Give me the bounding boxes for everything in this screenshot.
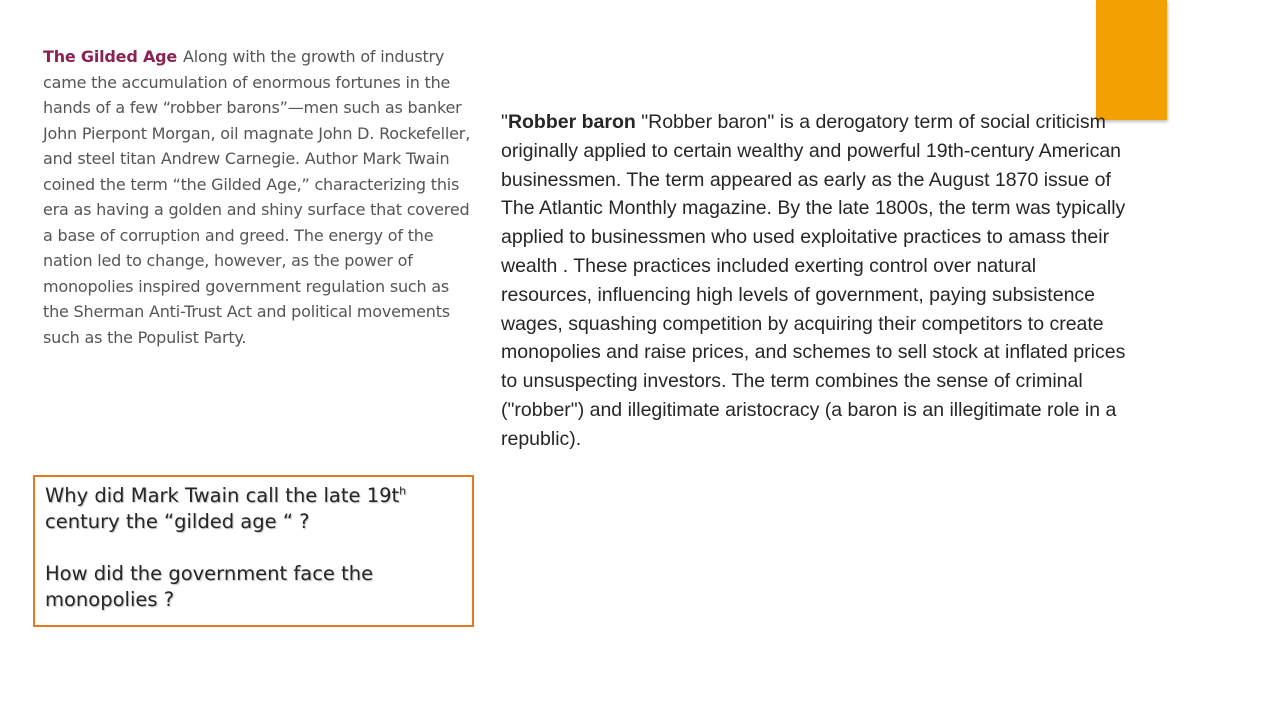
question-box [33, 475, 474, 627]
question-1 [45, 483, 466, 535]
gilded-age-paragraph [43, 44, 473, 350]
gilded-age-heading: The Gilded Age [43, 47, 178, 66]
question-1-superscript: h [399, 484, 407, 498]
accent-bar [1096, 0, 1167, 120]
robber-baron-paragraph [501, 108, 1126, 454]
gilded-age-body: Along with the growth of industry came the accumulation of enormous fortunes in the hands of a few “robber barons”—men such as banker John Pierpont Morgan, oil magnate John D. Rockefeller, and steel titan Andrew Carnegie. Author Mark Twain coined the term “the Gilded Age,” characterizing this era as having a golden and shiny surface that covered a base of corruption and greed. The energy of the nation led to change, however, as the power of monopolies inspired government regulation such as the Sherman Anti-Trust Act and political movements such as the Populist Party. [43, 47, 471, 347]
question-2: How did the government face the monopolies ? [45, 562, 374, 611]
robber-baron-term: Robber baron [507, 111, 636, 133]
question-spacer [45, 535, 466, 561]
question-1-part-b: century the “gilded age “ ? [45, 510, 310, 533]
robber-baron-body: "Robber baron" is a derogatory term of social criticism originally applied to certain wealthy and powerful 19th-century American businessmen. The term appeared as early as the August 1870 issue of The Atlantic Monthly magazine. By the late 1800s, the term was typically applied to businessmen who used exploitative practices to amass their wealth . These practices included exerting control over natural resources, influencing high levels of government, paying subsistence wages, squashing competition by acquiring their competitors to create monopolies and raise prices, and schemes to sell stock at inflated prices to unsuspecting investors. The term combines the sense of criminal ("robber") and illegitimate aristocracy (a baron is an illegitimate role in a republic). [501, 111, 1126, 450]
robber-baron-quote-open: " [501, 111, 508, 133]
question-1-part-a: Why did Mark Twain call the late 19t [45, 484, 400, 507]
